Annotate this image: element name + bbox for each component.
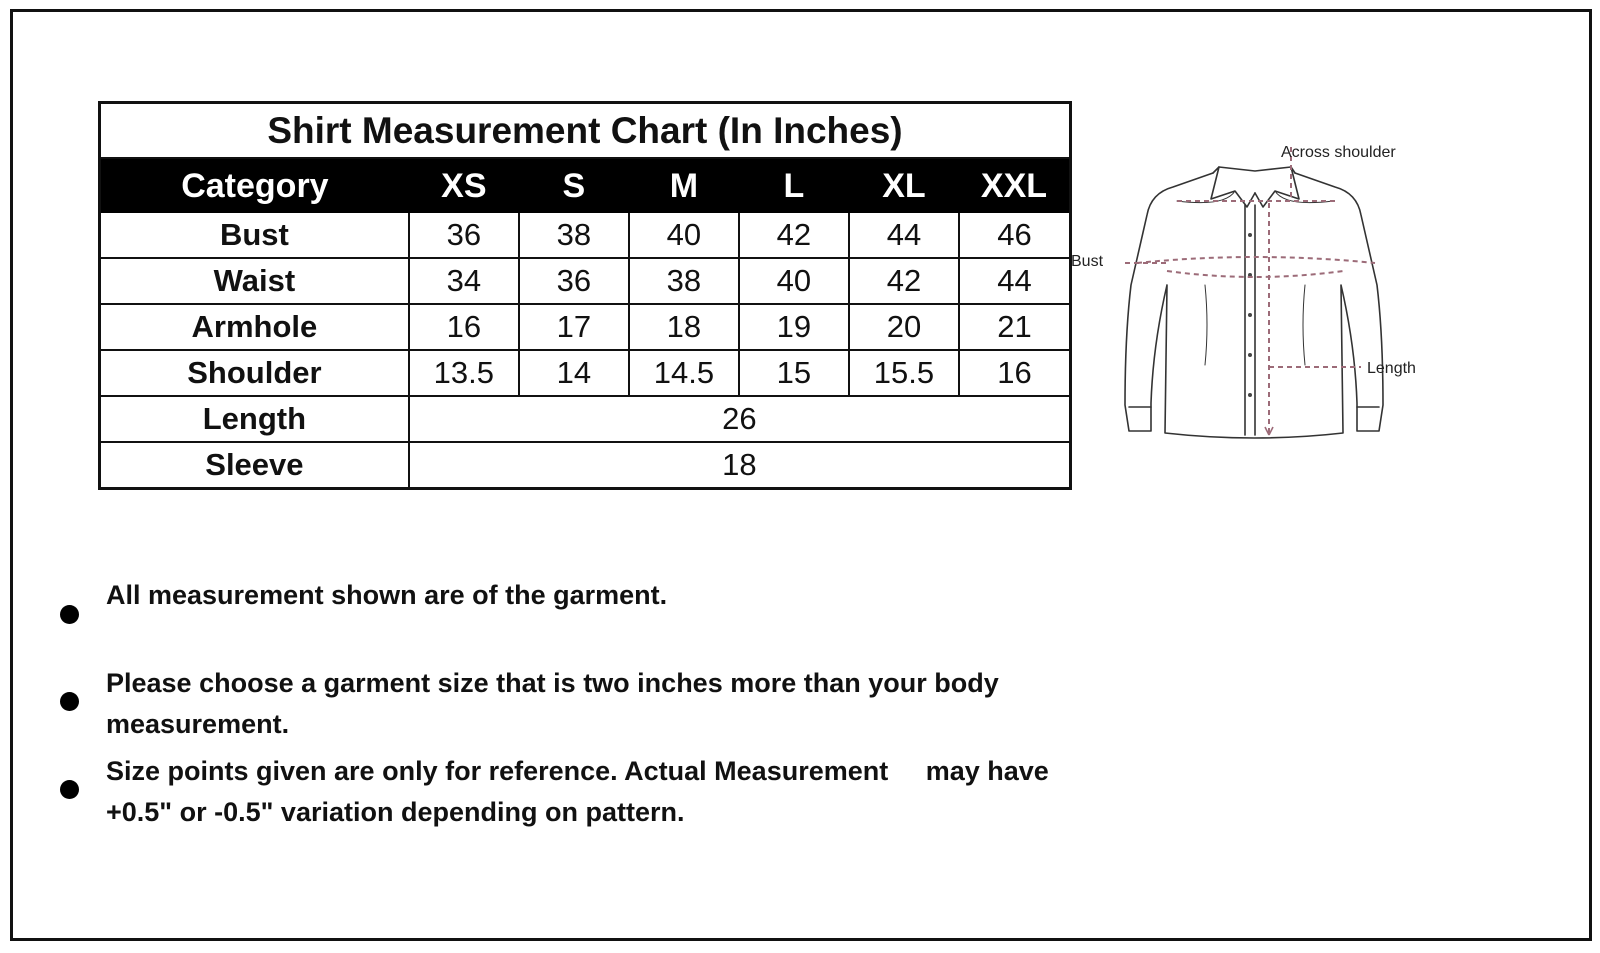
table-cell: 19	[739, 304, 849, 350]
note-text: Size points given are only for reference. Actual Measurement may have +0.5" or -0.5" variation depending on pattern.	[106, 756, 1049, 827]
table-row-waist	[101, 258, 1069, 304]
table-cell: 44	[959, 258, 1069, 304]
table-cell-merged: 26	[409, 396, 1069, 442]
note-item	[58, 663, 1058, 751]
note-item	[58, 575, 1058, 663]
row-label: Sleeve	[101, 442, 409, 487]
table-cell: 38	[629, 258, 739, 304]
chart-title: Shirt Measurement Chart (In Inches)	[101, 104, 1069, 158]
note-item	[58, 751, 1058, 833]
table-cell: 16	[959, 350, 1069, 396]
table-cell: 15	[739, 350, 849, 396]
header-size-xl: XL	[849, 158, 959, 213]
table-cell: 20	[849, 304, 959, 350]
table-cell: 14.5	[629, 350, 739, 396]
size-table	[101, 104, 1069, 487]
table-cell: 18	[629, 304, 739, 350]
header-row	[101, 158, 1069, 213]
table-cell: 40	[739, 258, 849, 304]
size-chart	[98, 101, 1072, 490]
header-size-s: S	[519, 158, 629, 213]
table-row-sleeve	[101, 442, 1069, 487]
label-length: Length	[1367, 360, 1416, 377]
table-cell: 15.5	[849, 350, 959, 396]
table-cell: 44	[849, 213, 959, 258]
shirt-outline-icon	[1085, 135, 1445, 455]
table-cell: 17	[519, 304, 629, 350]
table-row-armhole	[101, 304, 1069, 350]
header-size-xs: XS	[409, 158, 519, 213]
header-category: Category	[101, 158, 409, 213]
table-row-length	[101, 396, 1069, 442]
table-cell: 40	[629, 213, 739, 258]
row-label: Armhole	[101, 304, 409, 350]
table-cell: 42	[849, 258, 959, 304]
row-label: Length	[101, 396, 409, 442]
table-cell: 14	[519, 350, 629, 396]
table-cell: 38	[519, 213, 629, 258]
row-label: Shoulder	[101, 350, 409, 396]
table-cell: 36	[519, 258, 629, 304]
table-cell: 16	[409, 304, 519, 350]
table-row-shoulder	[101, 350, 1069, 396]
table-cell: 21	[959, 304, 1069, 350]
row-label: Waist	[101, 258, 409, 304]
table-cell-merged: 18	[722, 447, 757, 482]
notes-list	[58, 575, 1058, 833]
header-size-l: L	[739, 158, 849, 213]
note-text: All measurement shown are of the garment.	[106, 580, 668, 610]
table-row-bust	[101, 213, 1069, 258]
row-label: Bust	[101, 213, 409, 258]
shirt-diagram	[1071, 135, 1445, 455]
header-size-m: M	[629, 158, 739, 213]
bullet-icon	[60, 605, 79, 624]
label-bust: Bust	[1071, 253, 1104, 270]
table-cell: 36	[409, 213, 519, 258]
bullet-icon	[60, 780, 79, 799]
note-text: Please choose a garment size that is two inches more than your body measurement.	[106, 668, 999, 739]
table-cell: 13.5	[409, 350, 519, 396]
header-size-xxl: XXL	[959, 158, 1069, 213]
table-cell: 34	[409, 258, 519, 304]
table-cell: 42	[739, 213, 849, 258]
label-across-shoulder: Across shoulder	[1281, 144, 1396, 161]
table-cell: 46	[959, 213, 1069, 258]
bullet-icon	[60, 692, 79, 711]
